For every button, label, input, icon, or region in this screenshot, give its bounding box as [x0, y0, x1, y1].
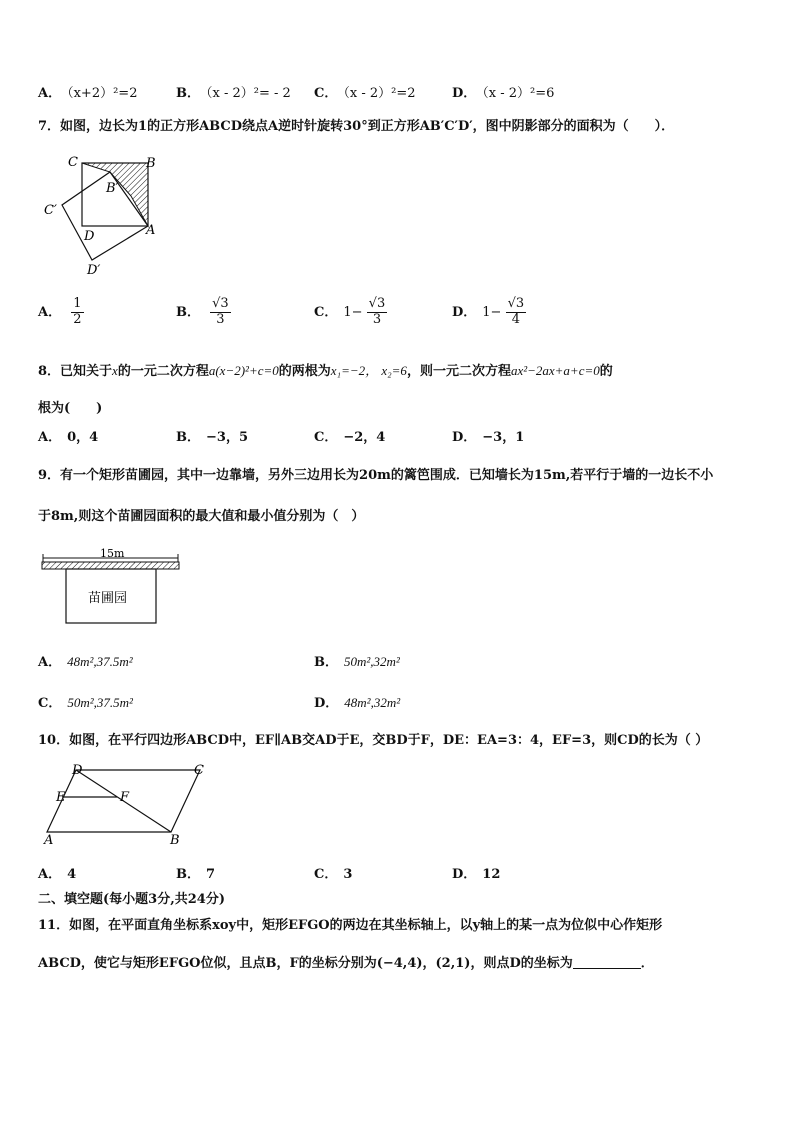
label-d: D: [84, 229, 95, 244]
label-d-prime: D′: [87, 263, 101, 278]
q9-option-b: B． 50m²,32m²: [314, 654, 400, 670]
q6-option-a: A． （x+2）²=2: [38, 86, 138, 101]
q8-stem-line2: 根为( ): [38, 401, 103, 416]
q10-option-b: B． 7: [176, 867, 216, 882]
label-c: C: [68, 155, 78, 170]
label-a: A: [44, 833, 54, 846]
q9-stem-line2: 于8m,则这个苗圃园面积的最大值和最小值分别为（ ）: [38, 509, 365, 524]
wall-length-label: 15m: [100, 547, 125, 560]
q7-option-d: D． 1− $\frac{√3}{4}$: [452, 296, 525, 327]
q9-option-a: A． 48m²,37.5m²: [38, 654, 133, 670]
label-b-prime: B′: [106, 181, 119, 196]
label-c-prime: C′: [44, 203, 57, 218]
q8-option-d: D． −3，1: [452, 430, 525, 445]
label-f: F: [120, 790, 130, 805]
label-b: B: [146, 156, 156, 171]
q8-option-b: B． −3，5: [176, 430, 248, 445]
q9-option-c: C． 50m²,37.5m²: [38, 695, 133, 711]
q6-option-c: C． （x - 2）²=2: [314, 86, 416, 101]
q11-stem-line2: ABCD，使它与矩形EFGO位似，且点B，F的坐标分别为(−4,4)，(2,1)，则点D的坐标为 ．: [38, 956, 654, 971]
q7-option-b: B． $\frac{√3}{3}$: [176, 296, 229, 327]
label-a: A: [146, 223, 156, 238]
label-b: B: [170, 833, 180, 846]
section-heading: 二、填空题(每小题3分,共24分): [38, 892, 225, 907]
wall: [42, 562, 179, 569]
q9-figure: [38, 546, 183, 628]
q6-option-b: B． （x - 2）²= - 2: [176, 86, 291, 101]
label-e: E: [56, 790, 66, 805]
q10-option-c: C． 3: [314, 867, 353, 882]
q11-stem-line1: 11．如图，在平面直角坐标系xoy中，矩形EFGO的两边在其坐标轴上，以y轴上的某一点为位似中心作矩形: [38, 918, 663, 933]
q9-stem-line1: 9．有一个矩形苗圃园，其中一边靠墙，另外三边用长为20m的篱笆围成．已知墙长为15m,若平行于墙的一边长不小: [38, 468, 714, 483]
q7-figure: [40, 150, 170, 280]
q10-figure: [42, 760, 212, 846]
q10-option-a: A． 4: [38, 867, 77, 882]
q7-option-a: A． $\frac{1}{2}$: [38, 296, 82, 327]
garden-label: 苗圃园: [88, 590, 128, 605]
q10-option-d: D． 12: [452, 867, 501, 882]
q8-stem-line1: 8．已知关于x的一元二次方程a(x−2)²+c=0的两根为x₁=−2， x₂=6，则一元二次方程ax²−2ax+a+c=0的: [38, 363, 613, 379]
q7-stem: 7．如图，边长为1的正方形ABCD绕点A逆时针旋转30°到正方形AB′C′D′，图中阴影部分的面积为（ ）．: [38, 119, 675, 134]
q10-stem: 10．如图，在平行四边形ABCD中，EF∥AB交AD于E，交BD于F，DE：EA=3：4，EF=3，则CD的长为（ ）: [38, 733, 709, 748]
q6-option-d: D． （x - 2）²=6: [452, 86, 555, 101]
q9-option-d: D． 48m²,32m²: [314, 695, 401, 711]
answer-blank[interactable]: [573, 956, 641, 969]
q7-option-c: C． 1− $\frac{√3}{3}$: [314, 296, 386, 327]
q8-option-a: A． 0，4: [38, 430, 99, 445]
q8-option-c: C． −2，4: [314, 430, 386, 445]
label-d: D: [72, 763, 83, 778]
label-c: C: [194, 763, 204, 778]
